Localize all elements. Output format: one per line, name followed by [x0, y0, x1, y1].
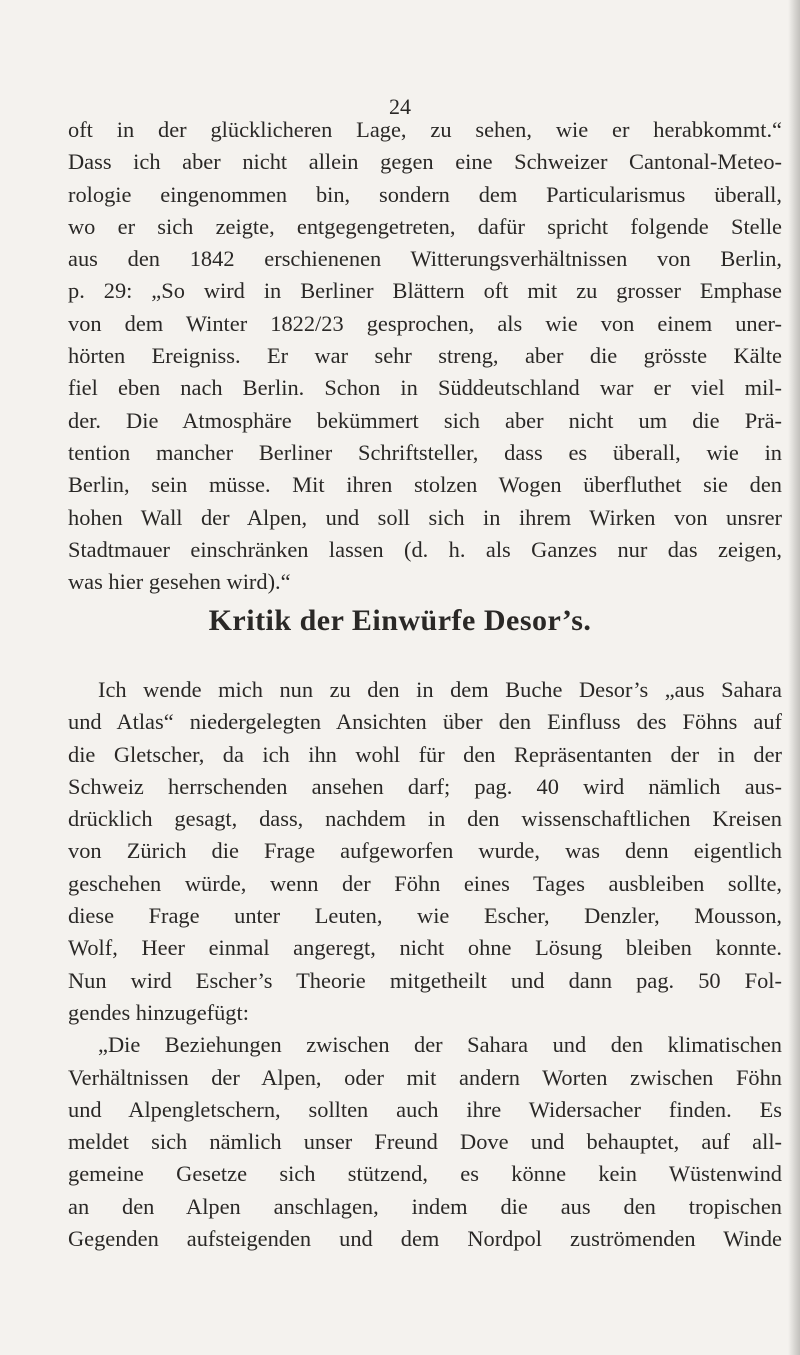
- text-line: wo er sich zeigte, entgegengetreten, dafür spricht folgende Stelle: [68, 213, 782, 239]
- text-line: Nun wird Escher’s Theorie mitgetheilt und dann pag. 50 Fol-: [68, 967, 782, 993]
- text-line: Verhältnissen der Alpen, oder mit andern Worten zwischen Föhn: [68, 1064, 782, 1090]
- page-edge-shadow: [788, 0, 800, 1355]
- text-line: meldet sich nämlich unser Freund Dove und behauptet, auf all-: [68, 1129, 782, 1155]
- text-line: Berlin, sein müsse. Mit ihren stolzen Wogen überfluthet sie den: [68, 472, 782, 498]
- paragraph-block-2: [68, 674, 782, 1255]
- page-number: 24: [389, 94, 411, 119]
- text-line: oft in der glücklicheren Lage, zu sehen, wie er herabkommt.“: [68, 117, 782, 142]
- text-line: p. 29: „So wird in Berliner Blättern oft mit zu grosser Emphase: [68, 278, 782, 304]
- text-line: Wolf, Heer einmal angeregt, nicht ohne Lösung bleiben konnte.: [68, 935, 782, 961]
- text-line: hörten Ereigniss. Er war sehr streng, aber die grösste Kälte: [68, 343, 782, 369]
- text-line: die Gletscher, da ich ihn wohl für den Repräsentanten der in der: [68, 741, 782, 767]
- text-line: und Alpengletschern, sollten auch ihre Widersacher finden. Es: [68, 1096, 782, 1122]
- text-line: an den Alpen anschlagen, indem die aus den tropischen: [68, 1193, 782, 1219]
- text-line: rologie eingenommen bin, sondern dem Particularismus überall,: [68, 181, 782, 207]
- text-line: drücklich gesagt, dass, nachdem in den wissenschaftlichen Kreisen: [68, 806, 782, 832]
- text-line: Schweiz herrschenden ansehen darf; pag. 40 wird nämlich aus-: [68, 773, 782, 799]
- text-line: Dass ich aber nicht allein gegen eine Schweizer Cantonal-Meteo-: [68, 149, 782, 175]
- text-line: Gegenden aufsteigenden und dem Nordpol zuströmenden Winde: [68, 1226, 782, 1252]
- text-line: geschehen würde, wenn der Föhn eines Tages ausbleiben sollte,: [68, 870, 782, 896]
- text-line: „Die Beziehungen zwischen der Sahara und den klimatischen: [98, 1032, 782, 1058]
- text-line: was hier gesehen wird).“: [68, 569, 291, 595]
- text-line: gendes hinzugefügt:: [68, 999, 249, 1025]
- text-line: der. Die Atmosphäre bekümmert sich aber nicht um die Prä-: [68, 407, 782, 433]
- text-line: fiel eben nach Berlin. Schon in Süddeutschland war er viel mil-: [68, 375, 782, 401]
- text-line: tention mancher Berliner Schriftsteller, dass es überall, wie in: [68, 439, 782, 465]
- text-line: Stadtmauer einschränken lassen (d. h. als Ganzes nur das zeigen,: [68, 536, 782, 562]
- text-line: hohen Wall der Alpen, und soll sich in ihrem Wirken von unsrer: [68, 504, 782, 530]
- text-line: aus den 1842 erschienenen Witterungsverhältnissen von Berlin,: [68, 246, 782, 272]
- section-heading: Kritik der Einwürfe Desor’s.: [208, 604, 592, 637]
- text-line: Ich wende mich nun zu den in dem Buche Desor’s „aus Sahara: [98, 677, 782, 702]
- text-line: diese Frage unter Leuten, wie Escher, Denzler, Mousson,: [68, 903, 782, 929]
- text-line: von Zürich die Frage aufgeworfen wurde, was denn eigentlich: [68, 838, 782, 864]
- text-line: und Atlas“ niedergelegten Ansichten über den Einfluss des Föhns auf: [68, 709, 782, 735]
- text-line: gemeine Gesetze sich stützend, es könne kein Wüstenwind: [68, 1161, 782, 1187]
- text-line: von dem Winter 1822/23 gesprochen, als wie von einem uner-: [68, 310, 782, 336]
- paragraph-block-1: [68, 114, 782, 598]
